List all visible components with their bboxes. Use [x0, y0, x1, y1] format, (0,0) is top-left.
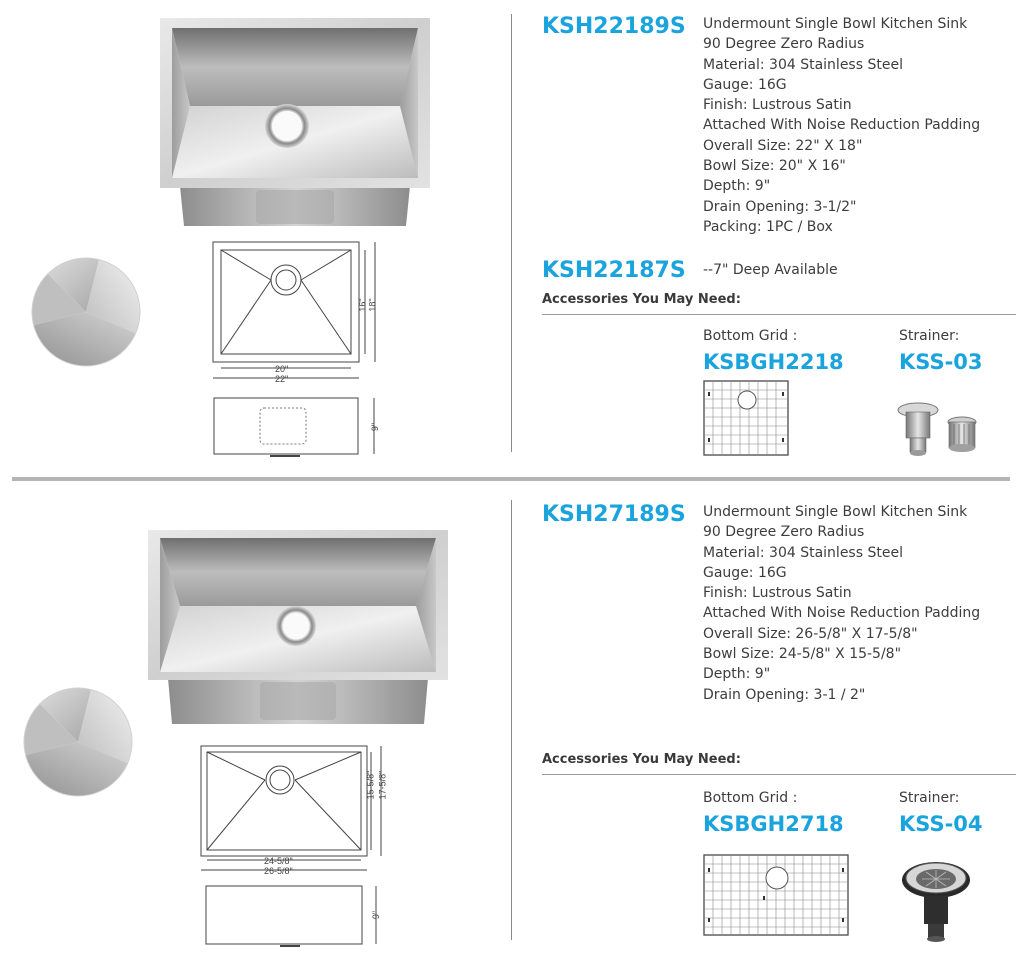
spec-item: Undermount Single Bowl Kitchen Sink [703, 16, 968, 32]
spec-item: Depth: 9" [703, 666, 771, 683]
sink-photo [148, 530, 448, 726]
spec-item: Gauge: 16G [703, 564, 787, 581]
overall-width-label: 26-5/8" [264, 866, 293, 876]
model-number: KSH27189S [542, 502, 686, 527]
strainer-code: KSS-04 [899, 812, 983, 836]
overall-length-label: 17-5/8" [377, 770, 388, 800]
column-divider [511, 14, 512, 452]
spec-item: Gauge: 16G [703, 76, 787, 93]
spec-item: Packing: 1PC / Box [703, 218, 833, 235]
spec-item: 90 Degree Zero Radius [703, 524, 865, 541]
spec-item: Overall Size: 22" X 18" [703, 137, 863, 154]
strainer-image [896, 400, 986, 458]
column-divider [511, 500, 512, 940]
zero-radius-corner-closeup [30, 256, 142, 368]
spec-list [703, 502, 980, 705]
side-view-drawing [200, 884, 390, 950]
bottom-grid-label: Bottom Grid : [703, 328, 798, 344]
strainer-image [900, 860, 972, 944]
spec-item: Depth: 9" [703, 178, 771, 195]
bowl-width-label: 20" [275, 364, 289, 374]
accessories-rule [542, 314, 1016, 315]
depth-label: 9" [371, 910, 382, 920]
overall-length-label: 18" [367, 298, 378, 312]
spec-item: Drain Opening: 3-1 / 2" [703, 686, 866, 703]
bottom-grid-image [703, 854, 849, 936]
variant-note: --7" Deep Available [703, 262, 838, 278]
bottom-grid-code: KSBGH2218 [703, 350, 844, 374]
strainer-code: KSS-03 [899, 350, 983, 374]
accessories-rule [542, 774, 1016, 775]
section-separator [12, 477, 1010, 481]
bowl-length-label: 15-5/8" [365, 770, 376, 800]
strainer-label: Strainer: [899, 790, 960, 806]
bottom-grid-image [703, 380, 789, 456]
bottom-grid-label: Bottom Grid : [703, 790, 798, 806]
spec-item: Finish: Lustrous Satin [703, 585, 852, 602]
side-view-drawing [210, 396, 390, 460]
model-number: KSH22189S [542, 14, 686, 39]
overall-width-label: 22" [275, 374, 289, 384]
zero-radius-corner-closeup [22, 686, 134, 798]
spec-item: Bowl Size: 20" X 16" [703, 158, 846, 175]
spec-list [703, 14, 980, 237]
top-view-drawing [195, 740, 395, 880]
spec-item: Overall Size: 26-5/8" X 17-5/8" [703, 625, 918, 642]
spec-item: Bowl Size: 24-5/8" X 15-5/8" [703, 646, 902, 663]
spec-item: Undermount Single Bowl Kitchen Sink [703, 504, 968, 520]
bottom-grid-code: KSBGH2718 [703, 812, 844, 836]
accessories-heading: Accessories You May Need: [542, 292, 741, 307]
top-view-drawing [205, 236, 395, 396]
spec-item: Drain Opening: 3-1/2" [703, 198, 857, 215]
variant-model-number: KSH22187S [542, 258, 686, 283]
bowl-width-label: 24-5/8" [264, 856, 293, 866]
sink-photo [160, 18, 430, 228]
product-section-1 [0, 0, 1023, 476]
depth-label: 9" [370, 422, 381, 432]
spec-item: Finish: Lustrous Satin [703, 97, 852, 114]
spec-item: Material: 304 Stainless Steel [703, 544, 903, 561]
spec-item: Attached With Noise Reduction Padding [703, 605, 981, 622]
spec-item: Attached With Noise Reduction Padding [703, 117, 981, 134]
accessories-heading: Accessories You May Need: [542, 752, 741, 767]
bowl-length-label: 16" [357, 298, 368, 312]
strainer-label: Strainer: [899, 328, 960, 344]
spec-item: 90 Degree Zero Radius [703, 36, 865, 53]
product-section-2 [0, 484, 1023, 956]
spec-item: Material: 304 Stainless Steel [703, 56, 903, 73]
